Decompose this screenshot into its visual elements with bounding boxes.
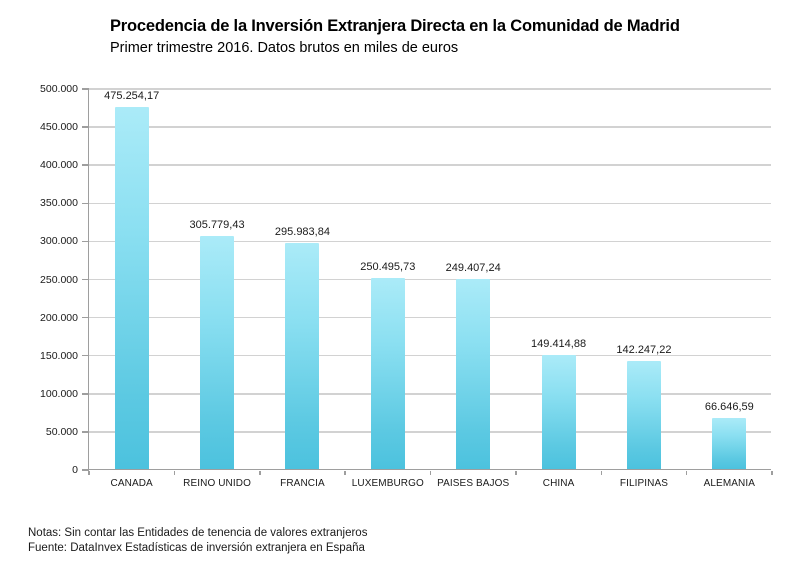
bar-value-label: 305.779,43 [189,218,245,231]
x-axis-tick [259,471,261,475]
y-axis-label: 300.000 [40,235,78,248]
y-axis-label: 450.000 [40,121,78,134]
gridline [89,203,771,205]
bar-value-label: 249.407,24 [445,261,501,274]
gridline [89,393,771,395]
x-axis-label: CHINA [542,478,575,489]
x-axis-label: FRANCIA [280,478,325,489]
x-axis-tick [771,471,773,475]
x-axis-tick [515,471,517,475]
x-axis-tick [686,471,688,475]
chart-subtitle: Primer trimestre 2016. Datos brutos en miles de euros [110,40,459,56]
gridline [89,241,771,243]
x-axis-label: REINO UNIDO [183,478,251,489]
y-axis-tick [82,317,89,319]
x-axis-tick [88,471,90,475]
x-axis-label: PAISES BAJOS [437,478,510,489]
gridline [89,88,771,90]
y-axis-tick [82,203,89,205]
y-axis-label: 150.000 [40,349,78,362]
bar-value-label: 295.983,84 [274,226,330,239]
x-axis-tick [344,471,346,475]
x-axis-label: CANADA [110,478,153,489]
x-axis-tick [174,471,176,475]
bar-filipinas [627,361,661,469]
x-axis-label: LUXEMBURGO [351,478,424,489]
gridline [89,431,771,433]
x-axis-label: ALEMANIA [703,478,755,489]
y-axis-tick [82,431,89,433]
note-line: Notas: Sin contar las Entidades de tenencia de valores extranjeros [28,527,368,539]
y-axis-label: 250.000 [40,273,78,286]
source-notes [28,526,367,556]
bar-luxemburgo [371,278,405,469]
bar-reino-unido [200,236,234,469]
x-axis-label: FILIPINAS [619,478,668,489]
bar-canada [115,107,149,469]
chart-title: Procedencia de la Inversión Extranjera Directa en la Comunidad de Madrid [110,17,680,35]
plot-area [40,83,771,489]
y-axis-tick [82,393,89,395]
bar-value-label: 475.254,17 [104,89,160,102]
y-axis-label: 200.000 [40,311,78,324]
bar-value-label: 66.646,59 [704,401,754,414]
y-axis-tick [82,355,89,357]
y-axis-label: 350.000 [40,197,78,210]
bar-value-label: 142.247,22 [616,343,672,356]
x-axis-tick [430,471,432,475]
y-axis-label: 50.000 [45,425,78,438]
y-axis-label: 100.000 [40,387,78,400]
x-axis-tick [601,471,603,475]
y-axis-label: 400.000 [40,159,78,172]
bar-paises-bajos [456,279,490,469]
bar-value-label: 250.495,73 [360,261,416,274]
bar-value-label: 149.414,88 [531,338,587,351]
y-axis-label: 0 [72,464,78,476]
y-axis-tick [82,279,89,281]
gridline [89,164,771,166]
y-axis-tick [82,241,89,243]
bar-china [542,355,576,469]
gridline [89,279,771,281]
bar-francia [285,243,319,469]
bar-alemania [712,418,746,469]
note-line: Fuente: DataInvex Estadísticas de inversión extranjera en España [28,542,365,554]
y-axis-label: 500.000 [40,83,78,95]
gridline [89,317,771,319]
gridline [89,126,771,128]
y-axis-tick [82,126,89,128]
y-axis-tick [82,164,89,166]
